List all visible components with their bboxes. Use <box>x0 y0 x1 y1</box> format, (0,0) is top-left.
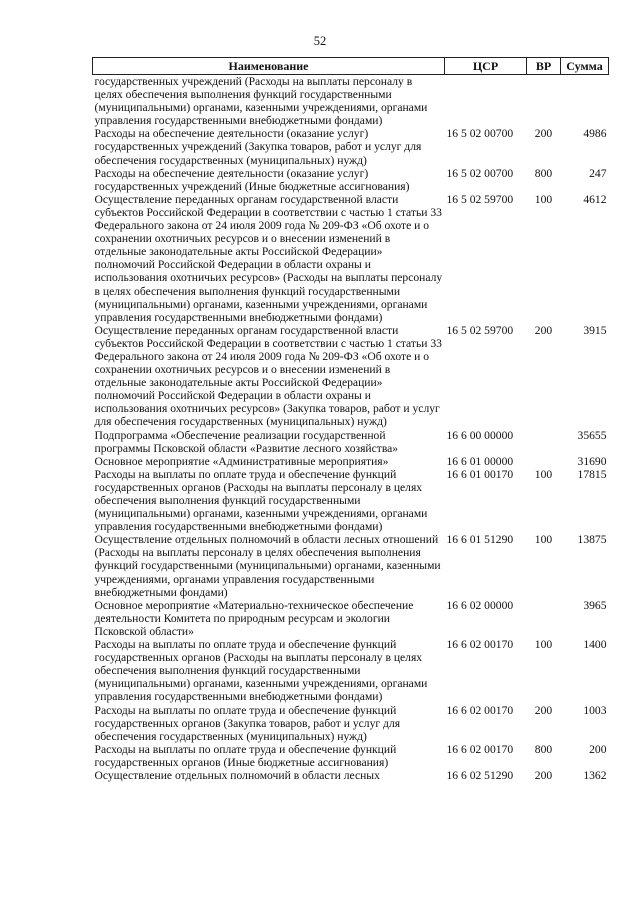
row-csr-cell: 16 5 02 59700 <box>446 192 514 206</box>
row-sum-cell: 31690 <box>577 454 607 468</box>
row-name-cell: Расходы на обеспечение деятельности (оказание услуг) государственных учреждений (Закупка товаров, работ и услуг для обеспечения государственных (муниципальных) нужд) <box>94 127 422 167</box>
budget-table <box>92 57 609 782</box>
row-sum-cell: 4986 <box>583 127 607 141</box>
row-name-cell: Подпрограмма «Обеспечение реализации государственной программы Псковской области «Развитие лесного хозяйства» <box>94 428 399 455</box>
table-row <box>93 769 609 782</box>
row-name-cell: Расходы на выплаты по оплате труда и обеспечение функций государственных органов (Иные бюджетные ассигнования) <box>94 742 397 769</box>
column-header-name: Наименование <box>93 58 445 75</box>
row-vr-cell <box>527 75 561 128</box>
row-sum-cell: 13875 <box>577 533 607 547</box>
row-vr-cell: 800 <box>534 742 553 756</box>
row-sum-cell: 3915 <box>583 323 607 337</box>
row-name-cell: Осуществление отдельных полномочий в области лесных <box>94 768 380 782</box>
row-csr-cell: 16 6 02 00170 <box>446 742 514 756</box>
row-vr-cell: 100 <box>534 467 553 481</box>
row-sum-cell: 1400 <box>583 638 607 652</box>
row-sum-cell <box>561 75 609 128</box>
row-sum-cell: 4612 <box>583 192 607 206</box>
row-vr-cell: 100 <box>534 533 553 547</box>
table-row <box>93 599 609 638</box>
row-sum-cell: 1362 <box>583 768 607 782</box>
row-sum-cell: 247 <box>589 166 607 180</box>
row-name-cell: Осуществление отдельных полномочий в области лесных отношений (Расходы на выплаты персоналу в целях обеспечения выполнения функций государственными (муниципальными) органами, казенными учреждениями, органами управления государственными внебюджетными фондами) <box>94 533 441 599</box>
row-csr-cell: 16 5 02 00700 <box>446 127 514 141</box>
row-sum-cell: 35655 <box>577 428 607 442</box>
row-csr-cell: 16 5 02 00700 <box>446 166 514 180</box>
row-vr-cell <box>527 455 561 468</box>
row-sum-cell: 17815 <box>577 467 607 481</box>
row-sum-cell: 3965 <box>583 598 607 612</box>
row-vr-cell: 100 <box>534 638 553 652</box>
row-csr-cell: 16 6 01 00170 <box>446 467 514 481</box>
row-name-cell: Расходы на выплаты по оплате труда и обеспечение функций государственных органов (Расходы на выплаты персоналу в целях обеспечения выполнения функций государственными (муниципальными) органами, казенными учреждениями, органами управления государственными внебюджетными фондами) <box>94 638 428 704</box>
row-name-cell: Основное мероприятие «Материально-техническое обеспечение деятельности Комитета по природным ресурсам и экологии Псковской области» <box>94 598 414 638</box>
row-vr-cell <box>527 599 561 638</box>
row-csr-cell: 16 6 02 00170 <box>446 703 514 717</box>
row-vr-cell: 800 <box>534 166 553 180</box>
table-row <box>93 743 609 769</box>
row-name-cell: Расходы на обеспечение деятельности (оказание услуг) государственных учреждений (Иные бюджетные ассигнования) <box>94 166 410 193</box>
row-name-cell: Основное мероприятие «Административные мероприятия» <box>94 454 389 468</box>
row-sum-cell: 1003 <box>583 703 607 717</box>
row-name-cell: Осуществление переданных органам государственной власти субъектов Российской Федерации в соответствии с частью 1 статьи 33 Федерального закона от 24 июля 2009 года № 209-ФЗ «Об охоте и о сохранении охотничьих ресурсов и о внесении изменений в отдельные законодательные акты Российской Федерации» полномочий Российской Федерации в области охраны и использования охотничьих ресурсов» (Расходы на выплаты персоналу в целях обеспечения выполнения функций государственными (муниципальными) органами, казенными учреждениями, органами управления государственными внебюджетными фондами) <box>94 192 443 324</box>
table-row <box>93 533 609 598</box>
row-name-cell: Расходы на выплаты по оплате труда и обеспечение функций государственных органов (Расходы на выплаты персоналу в целях обеспечения выполнения функций государственными (муниципальными) органами, казенными учреждениями, органами управления государственными внебюджетными фондами) <box>94 467 428 534</box>
row-vr-cell: 200 <box>534 127 553 141</box>
header-row <box>93 58 609 75</box>
row-name-cell: Расходы на выплаты по оплате труда и обеспечение функций государственных органов (Закупка товаров, работ и услуг для обеспечения государственных (муниципальных) нужд) <box>94 703 401 743</box>
row-csr-cell: 16 6 02 00000 <box>446 598 514 612</box>
page-number: 52 <box>313 34 327 48</box>
row-csr-cell: 16 6 00 00000 <box>446 428 514 442</box>
row-csr-cell <box>445 75 527 128</box>
table-row <box>93 75 609 128</box>
row-name-cell: государственных учреждений (Расходы на выплаты персоналу в целях обеспечения выполнения функций государственными (муниципальными) органами, казенными учреждениями, органами управления государственными внебюджетными фондами) <box>94 75 428 128</box>
table-row <box>93 455 609 468</box>
row-csr-cell: 16 6 02 00170 <box>446 638 514 652</box>
row-csr-cell: 16 6 01 00000 <box>446 454 514 468</box>
column-header-sum: Сумма <box>561 58 609 75</box>
table-row <box>93 468 609 533</box>
column-header-vr: ВР <box>527 58 561 75</box>
row-vr-cell: 100 <box>534 192 553 206</box>
row-vr-cell: 200 <box>534 768 553 782</box>
row-vr-cell <box>527 429 561 455</box>
row-vr-cell: 200 <box>534 323 553 337</box>
table-row <box>93 324 609 429</box>
table-header <box>93 58 609 75</box>
row-csr-cell: 16 5 02 59700 <box>446 323 514 337</box>
table-row <box>93 193 609 324</box>
table-row <box>93 638 609 703</box>
row-csr-cell: 16 6 01 51290 <box>446 533 514 547</box>
column-header-csr: ЦСР <box>445 58 527 75</box>
table-row <box>93 127 609 166</box>
table-row <box>93 704 609 743</box>
row-csr-cell: 16 6 02 51290 <box>446 768 514 782</box>
row-vr-cell: 200 <box>534 703 553 717</box>
row-sum-cell: 200 <box>589 742 607 756</box>
table-body <box>93 75 609 783</box>
table-row <box>93 429 609 455</box>
row-name-cell: Осуществление переданных органам государственной власти субъектов Российской Федерации в соответствии с частью 1 статьи 33 Федерального закона от 24 июля 2009 года № 209-ФЗ «Об охоте и о сохранении охотничьих ресурсов и о внесении изменений в отдельные законодательные акты Российской Федерации» полномочий Российской Федерации в области охраны и использования охотничьих ресурсов» (Закупка товаров, работ и услуг для обеспечения государственных (муниципальных) нужд) <box>94 323 442 429</box>
table-row <box>93 167 609 193</box>
